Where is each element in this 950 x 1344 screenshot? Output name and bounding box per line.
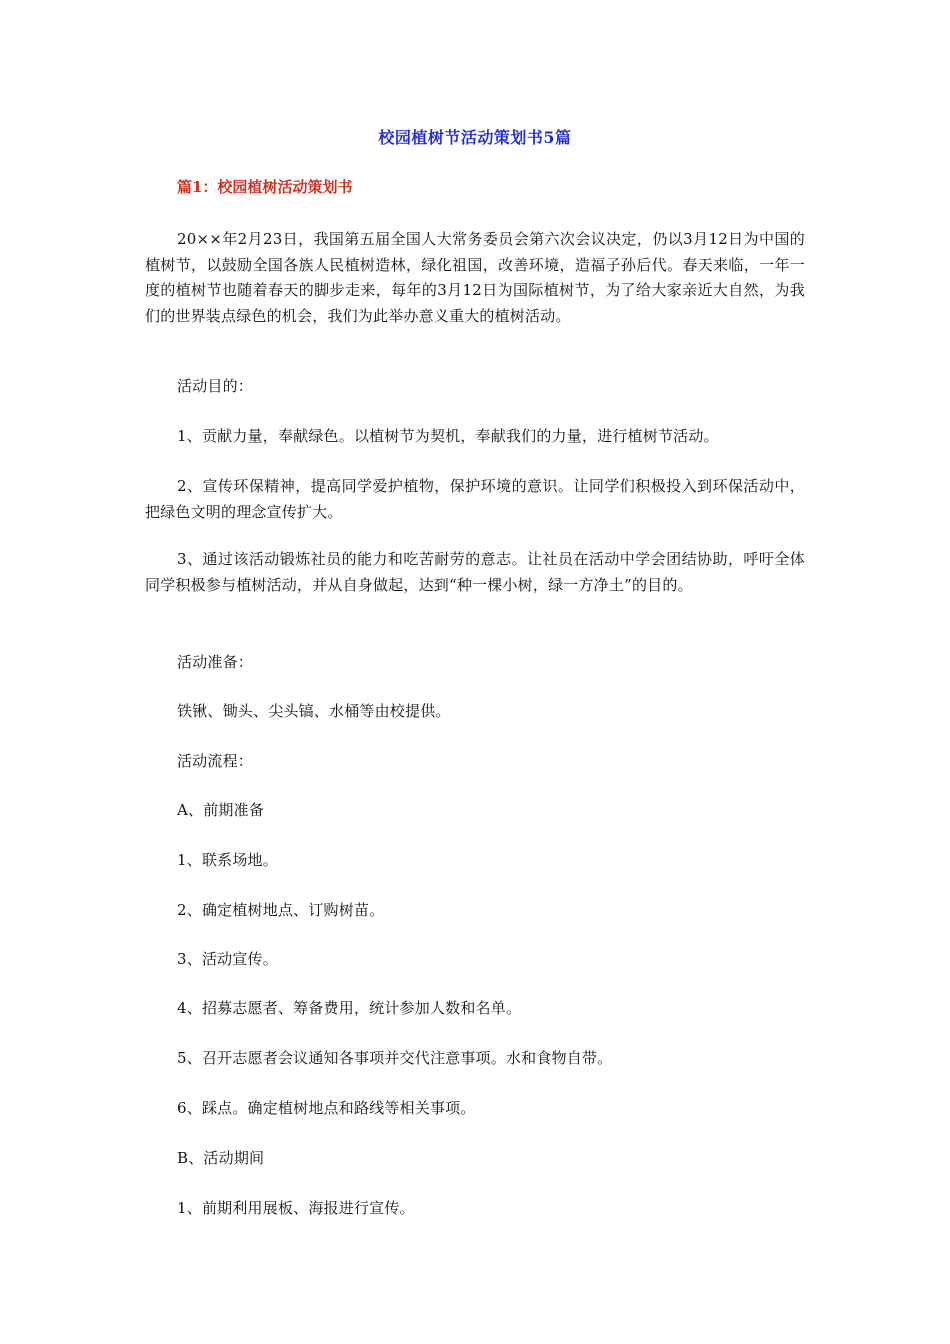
paragraph-a-step-4: 4、招募志愿者、筹备费用，统计参加人数和名单。 [177,999,522,1017]
paragraph-purpose-2: 2、宣传环保精神，提高同学爱护植物，保护环境的意识。让同学们积极投入到环保活动中，把绿色文明的理念宣传扩大。 [145,477,805,521]
paragraph-a-step-6: 6、踩点。确定植树地点和路线等相关事项。 [177,1099,476,1117]
document-title: 校园植树节活动策划书5篇 [378,128,572,147]
paragraph-b-step-1: 1、前期利用展板、海报进行宣传。 [177,1199,415,1217]
paragraph-phase-a: A、前期准备 [177,801,265,819]
paragraph-a-step-5: 5、召开志愿者会议通知各事项并交代注意事项。水和食物自带。 [177,1049,613,1067]
paragraph-purpose-heading: 活动目的： [177,377,254,395]
paragraph-a-step-3: 3、活动宣传。 [177,950,278,968]
section-heading: 篇1：校园植树活动策划书 [177,178,353,196]
paragraph-preparation-tools: 铁锹、锄头、尖头镐、水桶等由校提供。 [177,702,451,720]
paragraph-a-step-2: 2、确定植树地点、订购树苗。 [177,901,385,919]
paragraph-phase-b: B、活动期间 [177,1149,265,1167]
paragraph-intro: 20××年2月23日，我国第五届全国人大常务委员会第六次会议决定，仍以3月12日为中国的植树节，以鼓励全国各族人民植树造林，绿化祖国，改善环境，造福子孙后代。春天来临，一年一度的植树节也随着春天的脚步走来，每年的3月12日为国际植树节，为了给大家亲近大自然，为我们的世界装点绿色的机会，我们为此举办意义重大的植树活动。 [145,230,805,325]
paragraph-preparation-heading: 活动准备： [177,653,254,671]
paragraph-purpose-1: 1、贡献力量，奉献绿色。以植树节为契机，奉献我们的力量，进行植树节活动。 [177,427,719,445]
paragraph-process-heading: 活动流程： [177,752,254,770]
paragraph-a-step-1: 1、联系场地。 [177,851,278,869]
paragraph-purpose-3: 3、通过该活动锻炼社员的能力和吃苦耐劳的意志。让社员在活动中学会团结协助，呼吁全体同学积极参与植树活动，并从自身做起，达到“种一棵小树，绿一方净土”的目的。 [145,550,805,594]
